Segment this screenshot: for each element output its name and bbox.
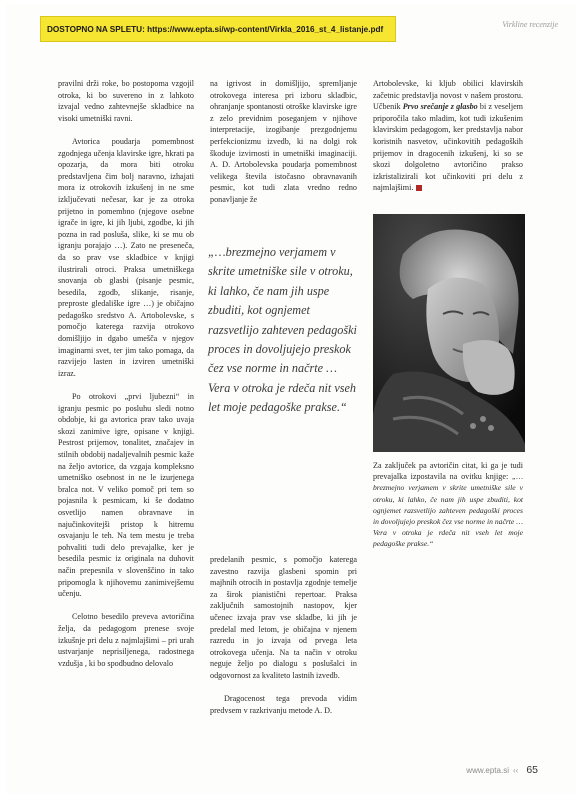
book-title: Prvo srečanje z glasbo [402, 102, 478, 112]
pull-quote: „…brezmejno verjamem v skrite umetniške sile v otroku, ki lahko, če nam jih uspe zbuditi, kot ognjemet razsvetlijo zahteven pedagoški proces in dovoljujejo preskok čez vse norme in načrte …Vera v otroka je rdeča nit vseh let moje pedagoške prakse.“ [208, 245, 357, 415]
article-column-2-top [210, 78, 357, 217]
paragraph: Celotno besedilo preveva avtoričina želja, da pedagogom prenese svoje izkušnje pri delu z najmlajšimi – pri urah ustvarjanje neprisiljenega, radostnega vzdušja , ki bo spodbudno delovalo [58, 612, 194, 668]
text-before-title: Artobolevske, ki kljub obilici klavirskih začetnic predstavlja novost v našem prostoru. Učbenik [373, 79, 523, 112]
text-after-title: bi z veseljem priporočila tako mladim, kot tudi izkušenim klavirskim pedagogom, ker predstavlja nabor koristnih nasvetov, učinkovitih pedagoških prijemov in dragocenih izkušenj, ki so se skozi dolgoletno avtoričino prakso izkristalizirali kot učinkoviti pri delu z najmlajšimi. [373, 102, 524, 193]
double-chevron-left-icon: ‹‹ [512, 766, 519, 775]
caption-quote: „…brezmejno verjamem v skrite umetniške sile v otroku, ki lahko, če nam jih uspe zbuditi, kot ognjemet razsvetlijo zahteven pedagoški proces in dovoljujejo preskok čez vse norme in načrte …Vera v otroka je rdeča nit vseh let moje pedagoške prakse.“ [373, 472, 523, 549]
page-footer [466, 764, 538, 776]
article-column-1 [58, 78, 194, 681]
end-of-article-square-icon [416, 185, 422, 191]
paragraph: na igrivost in domišljijo, spremljanje otrokovega interesa pri izboru skladbic, ohranjanje spontanosti otroške klavirske igre z zelo previdnim poseganjem v njihove interpretacije, izogibanje prezgodnjemu perfekcionizmu izvedb, ki na dolgi rok škoduje izvirnosti in umetniški imaginaciji. A. D. Artobolevska poudarja pomembnost velikega števila istočasno obravnavanih pesmic, kot tudi zlata vredno redno ponavljanje že [210, 79, 357, 204]
article-column-3 [373, 78, 523, 206]
article-column-2-bottom [210, 554, 357, 728]
paragraph: Dragocenost tega prevoda vidim predvsem v razkrivanju metode A. D. [210, 694, 357, 715]
online-availability-banner[interactable]: DOSTOPNO NA SPLETU: https://www.epta.si/wp-content/Virkla_2016_st_4_listanje.pdf [40, 16, 396, 42]
paragraph: Avtorica poudarja pomembnost zgodnjega učenja klavirske igre, hkrati pa opozarja, da mora biti otroku predstavljena čim bolj naravno, izhajati mora iz otrokovih izkušenj in ne sme izključevati nečesar, kar je za otroka prijetno in pomembno (njegove osebne igrače in igre, ki jih ljubi, zgodbe, ki jih pozna in rad posluša, slike, ki se mu ob igranju porajajo …). Zato ne preseneča, da so prav vse skladbice v knjigi ilustrirali otroci. Praksa umetniškega snovanja ob glasbi (pisanje pesmic, besedila, zgodb, slikanje, risanje, preproste gledališke igre …) je običajno pedagoško sredstvo A. Artobolevske, s pomočjo katerega razvija otrokovo domišljijo in dgabo umešča v njegov imaginarni svet, ter jim tako pomaga, da razvijejo lasten in izviren umetniški izraz. [58, 136, 194, 378]
footer-site[interactable]: www.epta.si [466, 766, 509, 775]
page-number: 65 [526, 764, 538, 776]
paragraph: predelanih pesmic, s pomočjo katerega zavestno razvija glasbeni spomin pri majhnih otrocih in postavlja zgodnje temelje za širok pianistični repertoar. Praksa zaključnih samostojnih nastopov, kjer učenec izvaja prav vse skladbe, ki jih je predelal med letom, je običajna v njenem razredu in jo izvaja od prvega leta otrokovega učenja. Na ta način v otroku neguje željo po dialogu s poslušalci in odgovornost za kvaliteto lastnih izvedb. [210, 555, 357, 680]
caption-lead: Za zaključek pa avtoričin citat, ki ga je tudi prevajalka izpostavila na ovitku knjige: [373, 461, 523, 482]
closing-paragraph [373, 78, 523, 194]
paragraph: pravilni drži roke, bo postopoma vzgojil otroka, ki bo suvereno in z lahkoto izvajal vedno zahtevnejše skladbice na visoki umetniški ravni. [58, 79, 194, 123]
paragraph: Po otrokovi „prvi ljubezni“ in igranju pesmic po posluhu sledi notno obdobje, ki ga avtorica prav tako uvaja skozi zanimive igre, opisane v knjigi. Pestrost prijemov, tonalitet, značajev in stilnih obdobij nadaljevalnih pesmic kaže na željo avtorice, da vzgaja kompleksno umetniško osebnost in ne le izurjenega bralca not. V veliko pomoč pri tem so pojasnila k pesmicam, ki še dodatno osvetlijo namen obravnave in najučinkovitejši pristop k hitremu osvajanju le teh. Na tem mestu je treba pohvaliti tudi delo prevajalke, ker je besedila pesmic iz originala na duhovit način prepesnila v slovenščino in tako pripomogla k njihovemu zanimivejšemu učenju. [58, 392, 194, 599]
photo-caption [373, 460, 523, 550]
author-portrait-photo [373, 214, 525, 452]
section-title: Virkline recenzije [502, 20, 558, 29]
